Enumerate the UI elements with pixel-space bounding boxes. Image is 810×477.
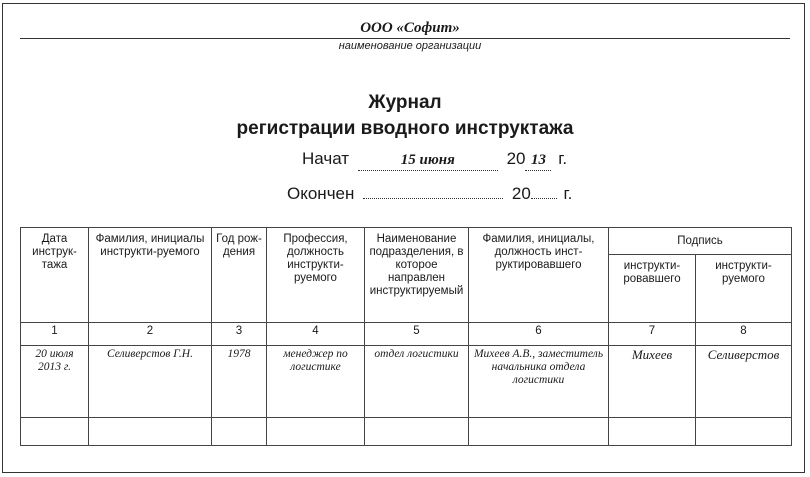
journal-title: Журнал: [368, 92, 442, 113]
journal-subtitle: регистрации вводного инструктажа: [236, 118, 574, 139]
entry-trainee-name: Селиверстов Г.Н.: [89, 346, 212, 418]
col-header-sign-trainee: инструкти-руемого: [696, 255, 792, 323]
ended-label: Окончен: [287, 184, 355, 203]
ended-year-field: [531, 180, 557, 199]
col-header-birth-year: Год рож-дения: [212, 228, 267, 323]
table-row: [21, 346, 792, 418]
col-header-department: Наименование подразделения, в которое направлен инструктируемый: [365, 228, 469, 323]
entry-birth-year: 1978: [212, 346, 267, 418]
col-header-instructor: Фамилия, инициалы, должность инст-руктировавшего: [469, 228, 609, 323]
column-number-row: [21, 323, 792, 346]
column-number: 5: [365, 323, 469, 346]
col-header-trainee-name: Фамилия, инициалы инструкти-руемого: [89, 228, 212, 323]
started-year-unit: г.: [558, 149, 568, 168]
col-header-signature: Подпись: [609, 228, 792, 255]
column-number: 1: [21, 323, 89, 346]
entry-date: 20 июля 2013 г.: [21, 346, 89, 418]
col-header-sign-instructor: инструкти-ровавшего: [609, 255, 696, 323]
entry-sign-instructor: Михеев: [609, 346, 696, 418]
organization-underline: [20, 38, 790, 39]
column-number: 2: [89, 323, 212, 346]
ended-year-unit: г.: [563, 184, 573, 203]
table-row-empty: [21, 418, 792, 446]
started-label: Начат: [302, 149, 350, 168]
column-number: 3: [212, 323, 267, 346]
entry-department: отдел логистики: [365, 346, 469, 418]
ended-date-line: [287, 180, 572, 204]
entry-instructor: Михеев А.В., заместитель начальника отдела логистики: [469, 346, 609, 418]
entry-position: менеджер по логистике: [267, 346, 365, 418]
started-year-prefix: 20: [506, 149, 526, 168]
ended-year-prefix: 20: [511, 184, 531, 203]
organization-name: ООО «Софит»: [360, 20, 460, 36]
ended-day-field: [363, 180, 503, 199]
started-day-field: 15 июня: [358, 152, 498, 171]
column-number: 8: [696, 323, 792, 346]
started-date-line: [302, 149, 567, 171]
col-header-position: Профессия, должность инструкти-руемого: [267, 228, 365, 323]
entry-sign-trainee: Селиверстов: [696, 346, 792, 418]
journal-table: [20, 227, 792, 446]
column-number: 7: [609, 323, 696, 346]
started-year-field: 13: [525, 152, 551, 171]
organization-caption: наименование организации: [338, 40, 482, 52]
column-number: 6: [469, 323, 609, 346]
column-number: 4: [267, 323, 365, 346]
col-header-date: Дата инструк-тажа: [21, 228, 89, 323]
